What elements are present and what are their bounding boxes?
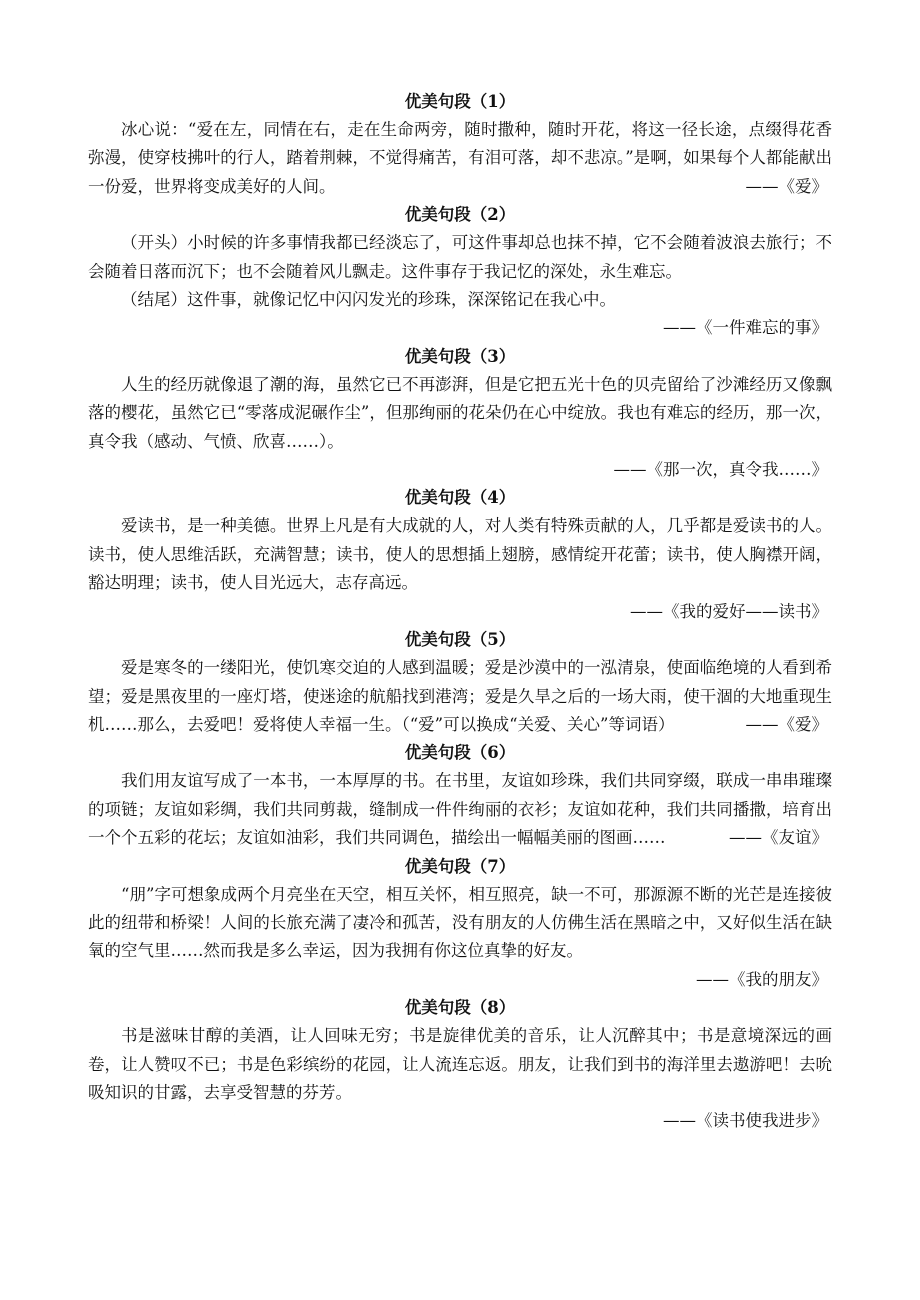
section-title: 优美句段（1） xyxy=(404,92,516,111)
section-paragraph: 爱是寒冬的一缕阳光，使饥寒交迫的人感到温暖；爱是沙漠中的一泓清泉，使面临绝境的人看到希望；爱是黑夜里的一座灯塔，使迷途的航船找到港湾；爱是久旱之后的一场大雨，使干涸的大地重现生机……那么，去爱吧！爱将使人幸福一生。（“爱”可以换成“关爱、关心”等词语） xyxy=(88,658,832,734)
section-paragraph: 人生的经历就像退了潮的海，虽然它已不再澎湃，但是它把五光十色的贝壳留给了沙滩经历又像飘落的樱花，虽然它已“零落成泥碾作尘”，但那绚丽的花朵仍在心中绽放。我也有难忘的经历，那一次，真令我（感动、气愤、欣喜……）。 xyxy=(88,374,832,451)
section-source: ——《友谊》 xyxy=(729,828,828,848)
section-title: 优美句段（4） xyxy=(404,488,516,508)
section-title: 优美句段（6） xyxy=(404,743,516,763)
section-8 xyxy=(88,994,832,1136)
section-7 xyxy=(88,853,832,995)
section-6 xyxy=(88,739,832,852)
section-source: ——《爱》 xyxy=(745,176,828,196)
document-page xyxy=(88,88,832,1136)
section-1 xyxy=(88,88,832,201)
section-3 xyxy=(88,343,832,485)
section-paragraph: 冰心说：“爱在左，同情在右，走在生命两旁，随时撒种，随时开花，将这一径长途，点缀得花香弥漫，使穿枝拂叶的行人，踏着荆棘，不觉得痛苦，有泪可落，却不悲凉。”是啊，如果每个人都能献出一份爱，世界将变成美好的人间。 xyxy=(88,120,832,196)
section-source: ——《我的爱好——读书》 xyxy=(630,601,828,621)
section-source: ——《一件难忘的事》 xyxy=(663,318,828,338)
section-title: 优美句段（7） xyxy=(404,856,516,876)
section-paragraph: 爱读书，是一种美德。世界上凡是有大成就的人，对人类有特殊贡献的人，几乎都是爱读书的人。读书，使人思维活跃，充满智慧；读书，使人的思想插上翅膀，感情绽开花蕾；读书，使人胸襟开阔，豁达明理；读书，使人目光远大，志存高远。 xyxy=(88,516,832,593)
section-title: 优美句段（5） xyxy=(404,630,516,650)
section-title: 优美句段（3） xyxy=(404,346,516,366)
section-2 xyxy=(88,201,832,343)
section-paragraph: “朋”字可想象成两个月亮坐在天空，相互关怀，相互照亮，缺一不可，那源源不断的光芒是连接彼此的纽带和桥梁！人间的长旅充满了凄冷和孤苦，没有朋友的人仿佛生活在黑暗之中，又好似生活在缺氧的空气里……然而我是多么幸运，因为我拥有你这位真挚的好友。 xyxy=(88,884,832,961)
section-paragraph: （开头）小时候的许多事情我都已经淡忘了，可这件事却总也抹不掉，它不会随着波浪去旅行；不会随着日落而沉下；也不会随着风儿飘走。这件事存于我记忆的深处，永生难忘。 xyxy=(88,233,832,281)
section-paragraph: 我们用友谊写成了一本书，一本厚厚的书。在书里，友谊如珍珠，我们共同穿缀，联成一串串璀璨的项链；友谊如彩绸，我们共同剪裁，缝制成一件件绚丽的衣衫；友谊如花种，我们共同播撒，培育出一个个五彩的花坛；友谊如油彩，我们共同调色，描绘出一幅幅美丽的图画…… xyxy=(88,771,832,848)
section-title: 优美句段（8） xyxy=(404,998,516,1018)
section-5 xyxy=(88,626,832,739)
section-source: ——《那一次，真令我……》 xyxy=(613,460,828,480)
section-paragraph: （结尾）这件事，就像记忆中闪闪发光的珍珠，深深铭记在我心中。 xyxy=(121,290,616,310)
section-source: ——《爱》 xyxy=(745,714,828,734)
section-title: 优美句段（2） xyxy=(404,205,516,225)
section-4 xyxy=(88,484,832,626)
section-source: ——《我的朋友》 xyxy=(696,969,828,989)
section-paragraph: 书是滋味甘醇的美酒，让人回味无穷；书是旋律优美的音乐，让人沉醉其中；书是意境深远的画卷，让人赞叹不已；书是色彩缤纷的花园，让人流连忘返。朋友，让我们到书的海洋里去遨游吧！去吮吸知识的甘露，去享受智慧的芬芳。 xyxy=(88,1026,832,1103)
section-source: ——《读书使我进步》 xyxy=(663,1111,828,1131)
